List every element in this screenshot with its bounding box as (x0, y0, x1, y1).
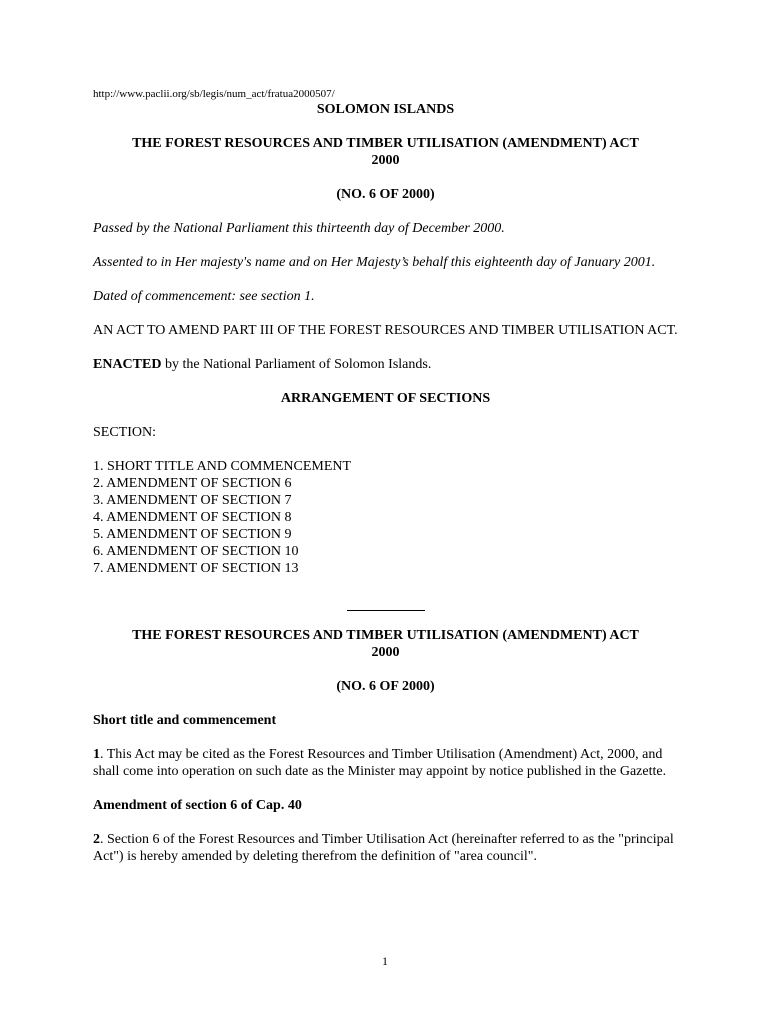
section1-number: 1 (93, 747, 100, 762)
list-item: 4. AMENDMENT OF SECTION 8 (93, 510, 292, 525)
list-item: 2. AMENDMENT OF SECTION 6 (93, 476, 292, 491)
commencement-date: Dated of commencement: see section 1. (93, 289, 315, 304)
document-content (93, 87, 678, 865)
list-item: 5. AMENDMENT OF SECTION 9 (93, 527, 292, 542)
body-act-number: (NO. 6 OF 2000) (336, 679, 435, 694)
sections-list (93, 458, 678, 577)
section2-text (93, 831, 678, 865)
body-title (93, 627, 678, 661)
long-title: AN ACT TO AMEND PART III OF THE FOREST RESOURCES AND TIMBER UTILISATION ACT. (93, 323, 678, 338)
list-item: 3. AMENDMENT OF SECTION 7 (93, 493, 292, 508)
act-number: (NO. 6 OF 2000) (336, 187, 435, 202)
body-title-line2: 2000 (371, 645, 400, 660)
act-title-line1: THE FOREST RESOURCES AND TIMBER UTILISATION (AMENDMENT) ACT (132, 136, 639, 151)
section1-body: . This Act may be cited as the Forest Resources and Timber Utilisation (Amendment) Act, 2000, and shall come into operation on such date as the Minister may appoint by notice published in the Gazette. (93, 747, 667, 779)
section1-heading: Short title and commencement (93, 713, 277, 728)
enacting-clause (93, 356, 678, 373)
section1-text (93, 746, 678, 780)
act-title-line2: 2000 (371, 153, 400, 168)
section2-heading: Amendment of section 6 of Cap. 40 (93, 798, 302, 813)
page-number: 1 (382, 954, 388, 968)
list-item: 6. AMENDMENT OF SECTION 10 (93, 544, 299, 559)
arrangement-heading: ARRANGEMENT OF SECTIONS (280, 391, 491, 406)
list-item: 1. SHORT TITLE AND COMMENCEMENT (93, 459, 352, 474)
passed-statement: Passed by the National Parliament this thirteenth day of December 2000. (93, 221, 505, 236)
assented-statement: Assented to in Her majesty's name and on Her Majesty’s behalf this eighteenth day of January 2001. (93, 255, 656, 270)
act-title (93, 135, 678, 169)
list-item: 7. AMENDMENT OF SECTION 13 (93, 561, 299, 576)
enacted-rest: by the National Parliament of Solomon Islands. (161, 357, 432, 372)
section2-body: . Section 6 of the Forest Resources and Timber Utilisation Act (hereinafter referred to as the "principal Act") is hereby amended by deleting therefrom the definition of "area council". (93, 832, 674, 864)
section2-number: 2 (93, 832, 100, 847)
body-title-line1: THE FOREST RESOURCES AND TIMBER UTILISATION (AMENDMENT) ACT (132, 628, 639, 643)
country-heading: SOLOMON ISLANDS (316, 102, 455, 117)
source-url: http://www.paclii.org/sb/legis/num_act/fratua2000507/ (93, 88, 335, 100)
enacted-word: ENACTED (93, 357, 162, 372)
section-label: SECTION: (93, 425, 156, 440)
